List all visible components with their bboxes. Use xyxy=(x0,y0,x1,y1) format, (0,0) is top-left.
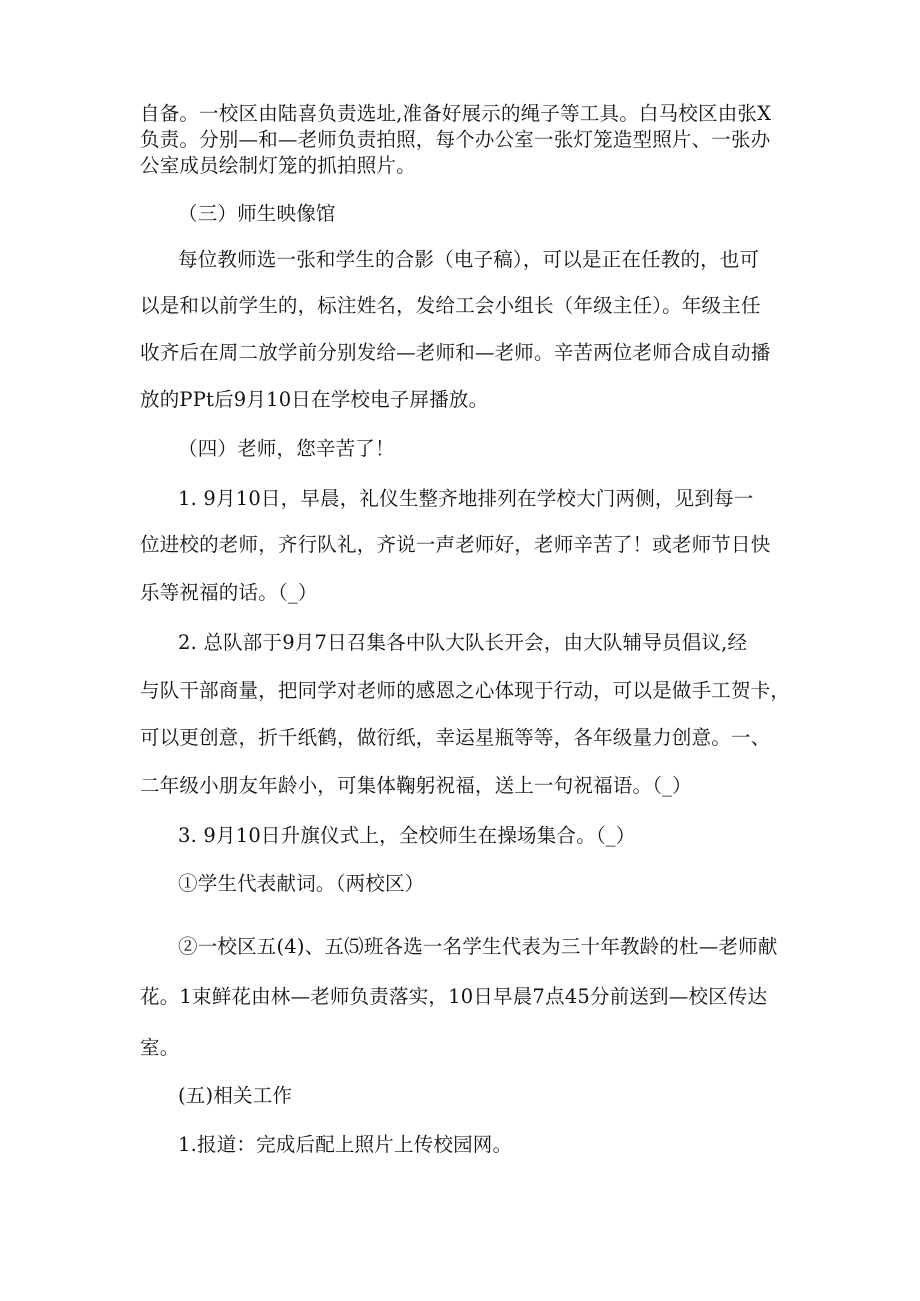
paragraph-line: 以是和以前学生的，标注姓名，发给工会小组长（年级主任）。年级主任 xyxy=(140,294,761,317)
paragraph-line: ②一校区五(4)、五⑸班各选一名学生代表为三十年教龄的杜—老师献 xyxy=(178,935,778,958)
paragraph-line: 2. 总队部于9月7日召集各中队大队长开会，由大队辅导员倡议,经 xyxy=(178,631,748,654)
paragraph-line: 3. 9月10日升旗仪式上，全校师生在操场集合。（_） xyxy=(178,824,636,847)
paragraph-line: 1. 9月10日，早晨，礼仪生整齐地排列在学校大门两侧，见到每一 xyxy=(178,487,754,510)
paragraph-line: 每位教师选一张和学生的合影（电子稿），可以是正在任教的，也可 xyxy=(178,248,760,271)
paragraph-line: 公室成员绘制灯笼的抓拍照片。 xyxy=(140,154,416,177)
paragraph-line: ①学生代表献词。（两校区） xyxy=(178,872,425,895)
paragraph-line: 位进校的老师，齐行队礼，齐说一声老师好，老师辛苦了！或老师节日快 xyxy=(140,533,771,556)
section-heading: （三）师生映像馆 xyxy=(178,202,336,225)
section-heading: （四）老师，您辛苦了！ xyxy=(178,437,395,460)
paragraph-line: 室。 xyxy=(140,1036,180,1059)
paragraph-line: 1.报道：完成后配上照片上传校园网。 xyxy=(178,1133,513,1156)
paragraph-line: 自备。一校区由陆喜负责选址,准备好展示的绳子等工具。白马校区由张X xyxy=(140,102,772,125)
section-heading: (五)相关工作 xyxy=(178,1084,293,1107)
paragraph-line: 放的PPt后9月10日在学校电子屏播放。 xyxy=(140,388,489,411)
paragraph-line: 与队干部商量，把同学对老师的感恩之心体现于行动，可以是做手工贺卡， xyxy=(140,679,791,702)
paragraph-line: 乐等祝福的话。（_） xyxy=(140,581,318,604)
paragraph-line: 二年级小朋友年龄小，可集体鞠躬祝福，送上一句祝福语。（_） xyxy=(140,774,692,797)
paragraph-line: 可以更创意，折千纸鹤，做衍纸，幸运星瓶等等，各年级量力创意。一、 xyxy=(140,726,771,749)
paragraph-line: 负责。分别—和—老师负责拍照，每个办公室一张灯笼造型照片、一张办 xyxy=(140,128,771,151)
paragraph-line: 收齐后在周二放学前分别发给—老师和—老师。辛苦两位老师合成自动播 xyxy=(140,341,771,364)
paragraph-line: 花。1束鲜花由林—老师负责落实，10日早晨7点45分前送到—校区传达 xyxy=(140,985,768,1008)
